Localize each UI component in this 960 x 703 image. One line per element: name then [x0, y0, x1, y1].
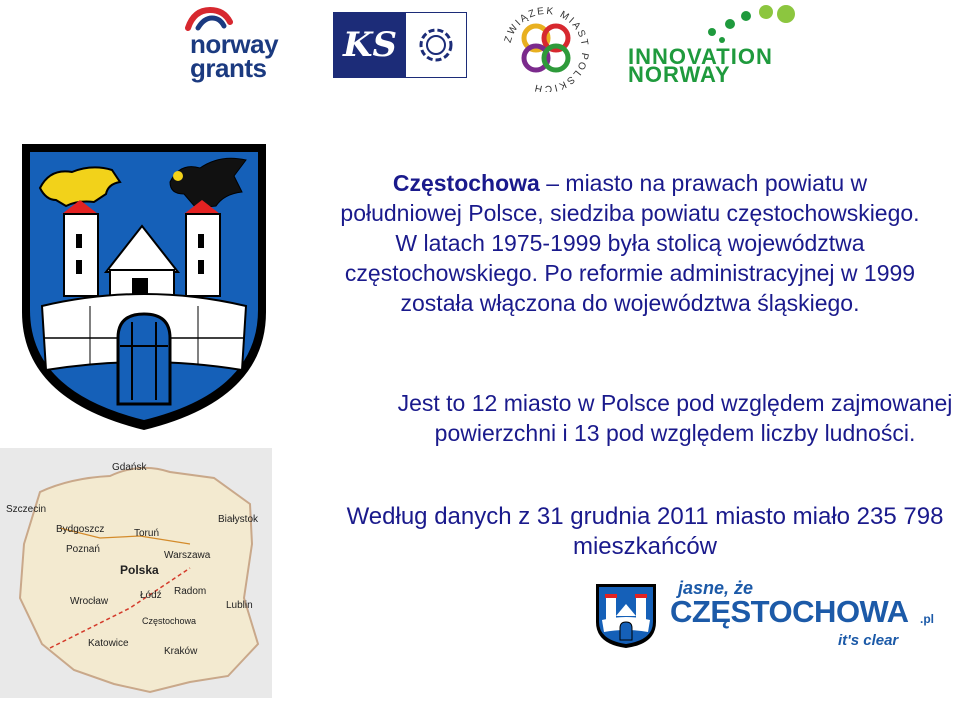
logo-tagline-bottom: it's clear: [838, 632, 899, 649]
small-coat-of-arms-icon: [594, 582, 658, 650]
svg-text:ZWIĄZEK MIAST POLSKICH: ZWIĄZEK MIAST POLSKICH: [502, 5, 591, 92]
innovation-line2: NORWAY: [628, 62, 731, 87]
norway-grants-line1: norway: [190, 29, 279, 59]
paragraph-intro-body: – miasto na prawach powiatu w południowej Polsce, siedziba powiatu częstochowskiego. W latach 1975-1999 była stolicą województwa częstochowskiego. Po reformie administracyjnej w 1999 została włączona do województwa śląskiego.: [340, 170, 920, 316]
paragraph-intro: [340, 168, 920, 318]
zwiazek-miast-polskich-logo: [496, 0, 596, 92]
czestochowa-coat-of-arms: [20, 142, 268, 432]
map-label-radom: Radom: [174, 586, 207, 597]
city-name: Częstochowa: [392, 170, 540, 196]
map-label-wroclaw: Wrocław: [70, 596, 109, 607]
map-label-warszawa: Warszawa: [164, 550, 211, 561]
map-label-krakow: Kraków: [164, 646, 198, 657]
paragraph-population: Według danych z 31 grudnia 2011 miasto miało 235 798 mieszkańców: [346, 503, 944, 560]
map-label-szczecin: Szczecin: [6, 504, 47, 515]
ks-logo: [333, 12, 467, 78]
logo-domain-suffix: .pl: [920, 612, 934, 626]
paragraph-size: Jest to 12 miasto w Polsce pod względem zajmowanej powierzchni i 13 pod względem liczby ludności.: [397, 390, 953, 446]
zwiazek-rings-icon: [496, 0, 596, 92]
ks-logo-text: KS: [334, 13, 406, 77]
innovation-norway-logo: [620, 2, 816, 87]
innovation-dots-icon: [620, 2, 816, 46]
map-label-katowice: Katowice: [88, 638, 129, 649]
innovation-line1: INNOVATION: [628, 44, 773, 69]
map-label-lodz: Łódź: [140, 590, 162, 601]
map-label-gdansk: Gdańsk: [112, 462, 147, 473]
jasne-ze-czestochowa-logo: [590, 580, 940, 652]
map-label-torun: Toruń: [134, 528, 160, 539]
norway-grants-logo: [178, 4, 304, 82]
logo-tagline-top: jasne, że: [678, 578, 754, 598]
ks-chain-icon: [406, 13, 466, 77]
map-label-lublin: Lublin: [226, 600, 253, 611]
map-label-czestochowa: Częstochowa: [142, 616, 197, 626]
poland-map: [0, 448, 272, 698]
map-label-bialystok: Białystok: [218, 514, 259, 525]
logo-city: CZĘSTOCHOWA: [670, 594, 909, 629]
map-label-bydgoszcz: Bydgoszcz: [56, 524, 105, 535]
map-label-polska: Polska: [120, 563, 159, 577]
map-label-poznan: Poznań: [66, 544, 100, 555]
norway-grants-line2: grants: [190, 53, 267, 83]
